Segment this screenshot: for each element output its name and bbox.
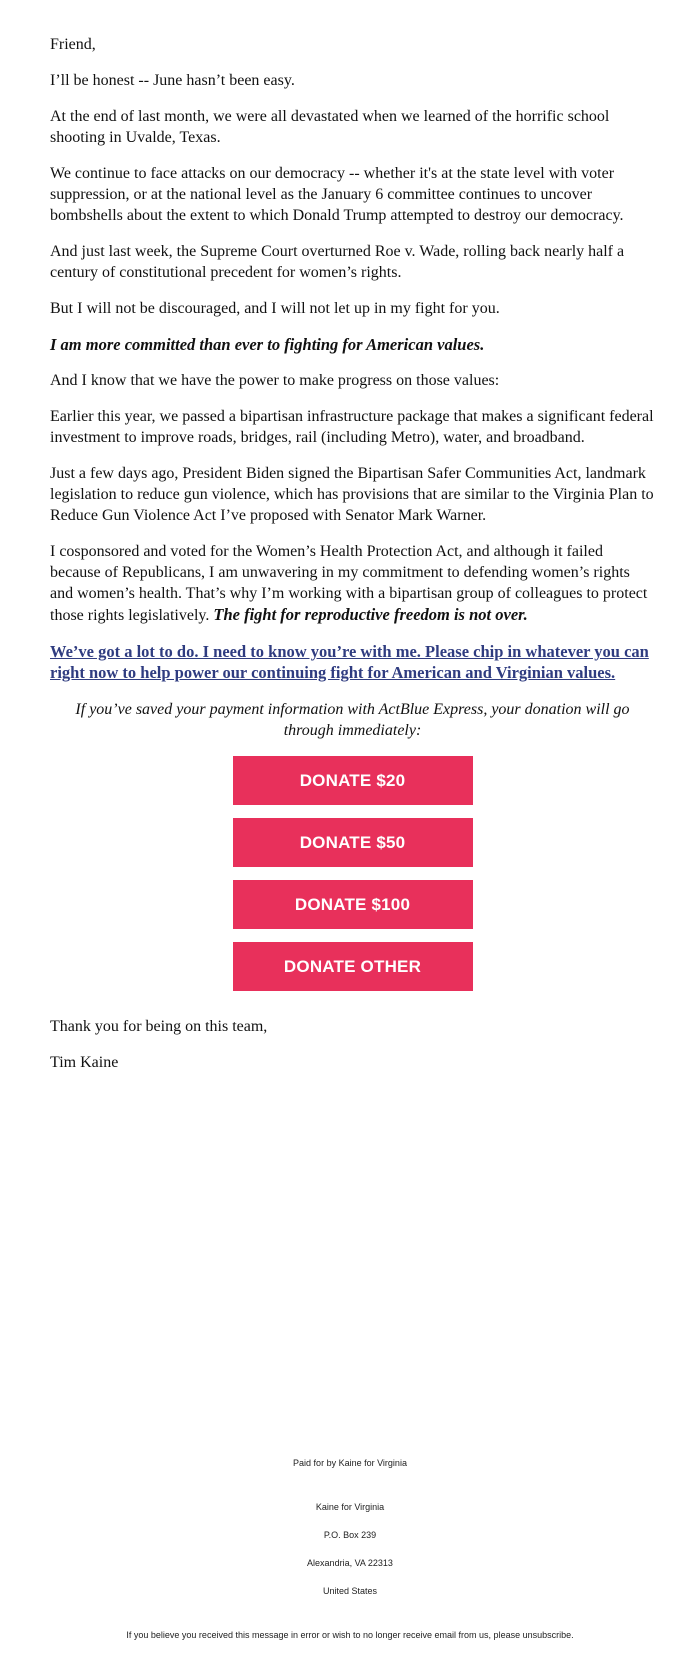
donate-20-button[interactable]: DONATE $20 (233, 756, 473, 805)
emphasis-reproductive-freedom: The fight for reproductive freedom is not over. (213, 605, 528, 624)
paragraph-womens-health (50, 541, 655, 626)
donate-other-button[interactable]: DONATE OTHER (233, 942, 473, 991)
emphasis-committed: I am more committed than ever to fighting for American values. (50, 335, 485, 354)
paragraph-roe: And just last week, the Supreme Court overturned Roe v. Wade, rolling back nearly half a century of constitutional precedent for women’s rights. (50, 243, 625, 281)
actblue-note: If you’ve saved your payment information with ActBlue Express, your donation will go through immediately: (75, 701, 630, 739)
footer-city: Alexandria, VA 22313 (307, 1558, 393, 1568)
donate-cta-link[interactable]: We’ve got a lot to do. I need to know you’re with me. Please chip in whatever you can right now to help power our continuing fight for American and Virginian values. (50, 642, 649, 682)
paragraph-uvalde: At the end of last month, we were all devastated when we learned of the horrific school shooting in Uvalde, Texas. (50, 108, 610, 146)
paragraph-gun-violence: Just a few days ago, President Biden signed the Bipartisan Safer Communities Act, landmark legislation to reduce gun violence, which has provisions that are similar to the Virginia Plan to Reduce Gun Violence Act I’ve proposed with Senator Mark Warner. (50, 465, 654, 524)
womens-health-text: I cosponsored and voted for the Women’s Health Protection Act, and although it failed because of Republicans, I am unwavering in my commitment to defending women’s rights and women’s health. That’s why I’m working with a bipartisan group of colleagues to protect those rights legislatively. (50, 543, 648, 624)
paragraph-power: And I know that we have the power to make progress on those values: (50, 372, 500, 389)
closing-line: Thank you for being on this team, (50, 1018, 268, 1035)
unsubscribe-notice[interactable] (0, 1629, 700, 1641)
signature: Tim Kaine (50, 1054, 119, 1071)
paragraph-infrastructure: Earlier this year, we passed a bipartisan infrastructure package that makes a significant federal investment to improve roads, bridges, rail (including Metro), water, and broadband. (50, 408, 654, 446)
letter-content (50, 34, 655, 1088)
paragraph-not-discouraged: But I will not be discouraged, and I will not let up in my fight for you. (50, 300, 500, 317)
donate-50-button[interactable]: DONATE $50 (233, 818, 473, 867)
unsubscribe-text[interactable]: If you believe you received this message in error or wish to no longer receive email from us, please unsubscribe. (126, 1630, 574, 1640)
footer-country: United States (322, 1586, 378, 1596)
greeting: Friend, (50, 36, 96, 53)
footer-org-name: Kaine for Virginia (315, 1502, 385, 1512)
paid-for-disclaimer: Paid for by Kaine for Virginia (293, 1458, 407, 1468)
donate-button-group (233, 756, 473, 991)
donate-100-button[interactable]: DONATE $100 (233, 880, 473, 929)
paragraph-june: I’ll be honest -- June hasn’t been easy. (50, 72, 295, 89)
footer-po-box: P.O. Box 239 (323, 1530, 377, 1540)
paragraph-democracy: We continue to face attacks on our democracy -- whether it's at the state level with voter suppression, or at the national level as the January 6 committee continues to uncover bombshells about the extent to which Donald Trump attempted to destroy our democracy. (50, 165, 624, 224)
email-footer (0, 1457, 700, 1650)
